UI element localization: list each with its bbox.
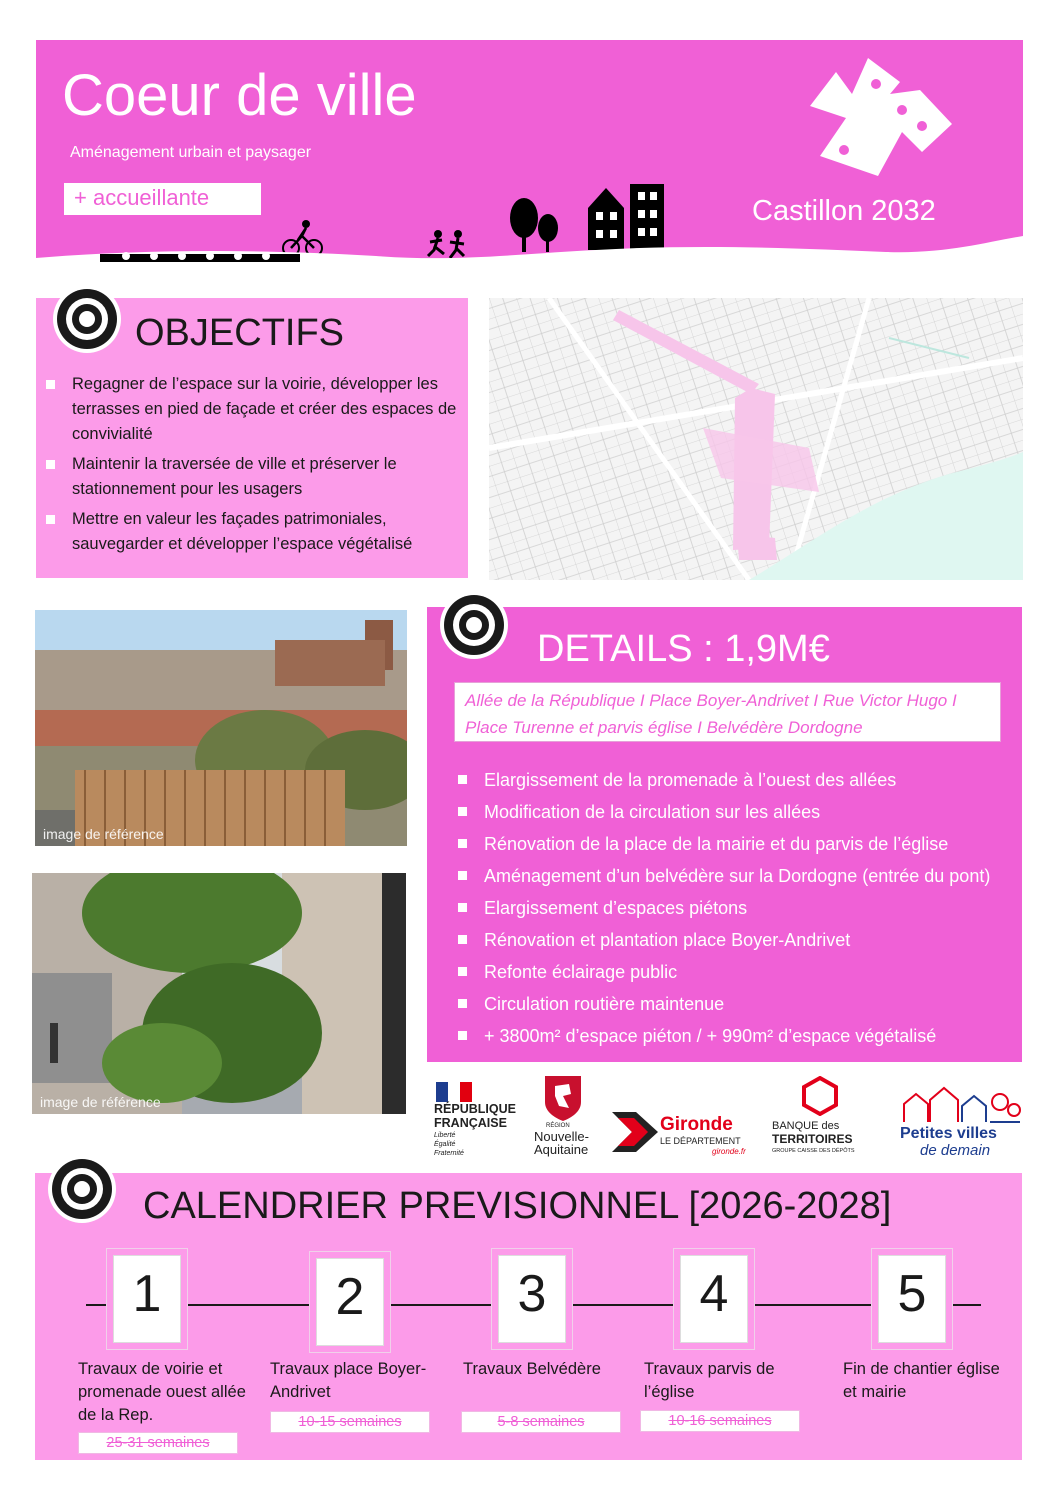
logo-bdt-line1: BANQUE des	[772, 1120, 840, 1132]
logo-bdt-line2: TERRITOIRES	[772, 1132, 853, 1146]
logo-pvd-line2: de demain	[920, 1142, 991, 1159]
list-item: Circulation routière maintenue	[458, 988, 1018, 1020]
list-item: + 3800m² d’espace piéton / + 990m² d’espace végétalisé	[458, 1020, 1018, 1052]
step-card-5	[878, 1255, 946, 1343]
village-icon	[900, 1084, 1024, 1124]
list-item: Rénovation de la place de la mairie et du parvis de l’église	[458, 828, 1018, 860]
list-item: Modification de la circulation sur les allées	[458, 796, 1018, 828]
step-duration-3: 5-8 semaines	[461, 1411, 621, 1433]
step-number: 5	[897, 1265, 927, 1323]
step-number: 2	[335, 1268, 365, 1326]
step-label-2: Travaux place Boyer-Andrivet	[270, 1360, 427, 1401]
marianne-icon	[436, 1082, 472, 1102]
logo-gironde-name: Gironde	[660, 1114, 733, 1135]
logo-na-line3: Aquitaine	[534, 1142, 589, 1157]
step-card-4	[680, 1255, 748, 1343]
step-label-5: Fin de chantier église et mairie	[843, 1360, 1000, 1401]
reference-photo-1	[35, 610, 407, 846]
calendar-title: CALENDRIER PREVISIONNEL [2026-2028]	[143, 1185, 892, 1227]
step-card-1	[113, 1255, 181, 1343]
step-duration-4: 10-16 semaines	[640, 1410, 800, 1432]
photo-caption: image de référence	[40, 1094, 161, 1110]
list-item: Refonte éclairage public	[458, 956, 1018, 988]
list-item: Elargissement d’espaces piétons	[458, 892, 1018, 924]
logo-gironde-url: gironde.fr	[712, 1147, 746, 1156]
list-item: Maintenir la traversée de ville et préserver le stationnement pour les usagers	[46, 452, 461, 502]
objectifs-list	[46, 372, 461, 562]
castillon-logo-icon	[806, 54, 986, 194]
step-number: 3	[517, 1265, 547, 1323]
site-map	[489, 298, 1023, 580]
page-title: Coeur de ville	[62, 63, 417, 128]
address-box: Allée de la République I Place Boyer-Andrivet I Rue Victor Hugo I Place Turenne et parvis église I Belvédère Dordogne	[454, 682, 1001, 742]
step-number: 4	[699, 1265, 729, 1323]
logo-bdt-line3: GROUPE CAISSE DES DÉPÔTS	[772, 1148, 855, 1154]
logo-pvd-line1: Petites villes	[900, 1125, 997, 1142]
list-item: Rénovation et plantation place Boyer-Andrivet	[458, 924, 1018, 956]
step-card-3	[498, 1255, 566, 1343]
step-label-3: Travaux Belvédère	[463, 1360, 601, 1378]
logo-rf-line1: RÉPUBLIQUE	[434, 1102, 516, 1116]
theme-tag: + accueillante	[64, 183, 261, 215]
gironde-arrow-icon	[612, 1108, 658, 1156]
step-duration-2: 10-15 semaines	[270, 1411, 430, 1433]
objectifs-title: OBJECTIFS	[135, 312, 345, 354]
page-subtitle: Aménagement urbain et paysager	[70, 144, 312, 161]
details-list	[458, 764, 1018, 1052]
partner-logos	[430, 1072, 1030, 1162]
logo-na-line1: RÉGION	[546, 1123, 570, 1129]
logo-rf-motto: Liberté	[434, 1132, 456, 1139]
target-icon	[45, 1152, 119, 1226]
header-banner	[36, 40, 1023, 272]
details-title: DETAILS : 1,9M€	[537, 628, 830, 670]
step-label-1: Travaux de voirie et promenade ouest allée de la Rep.	[78, 1360, 246, 1424]
step-number: 1	[132, 1265, 162, 1323]
photo-caption: image de référence	[43, 826, 164, 842]
logo-gironde-sub: LE DÉPARTEMENT	[660, 1136, 741, 1146]
step-label-4: Travaux parvis de l’église	[644, 1360, 775, 1401]
logo-na-line2: Nouvelle-	[534, 1129, 589, 1144]
list-item: Regagner de l’espace sur la voirie, développer les terrasses en pied de façade et créer des espaces de convivialité	[46, 372, 461, 447]
lion-shield-icon	[543, 1074, 583, 1122]
logo-rf-line2: FRANÇAISE	[434, 1116, 507, 1130]
header-wave	[36, 232, 1023, 272]
target-icon	[50, 282, 124, 356]
list-item: Mettre en valeur les façades patrimoniales, sauvegarder et développer l’espace végétalisé	[46, 507, 461, 557]
list-item: Elargissement de la promenade à l’ouest des allées	[458, 764, 1018, 796]
logo-rf-motto: Égalité	[434, 1141, 456, 1148]
step-card-2	[316, 1258, 384, 1346]
brand-name: Castillon 2032	[752, 195, 936, 227]
step-duration-1: 25-31 semaines	[78, 1432, 238, 1454]
target-icon	[437, 588, 511, 662]
hexagon-icon	[802, 1076, 838, 1116]
reference-photo-2	[32, 873, 406, 1114]
list-item: Aménagement d’un belvédère sur la Dordogne (entrée du pont)	[458, 860, 1018, 892]
logo-rf-motto: Fraternité	[434, 1150, 464, 1157]
